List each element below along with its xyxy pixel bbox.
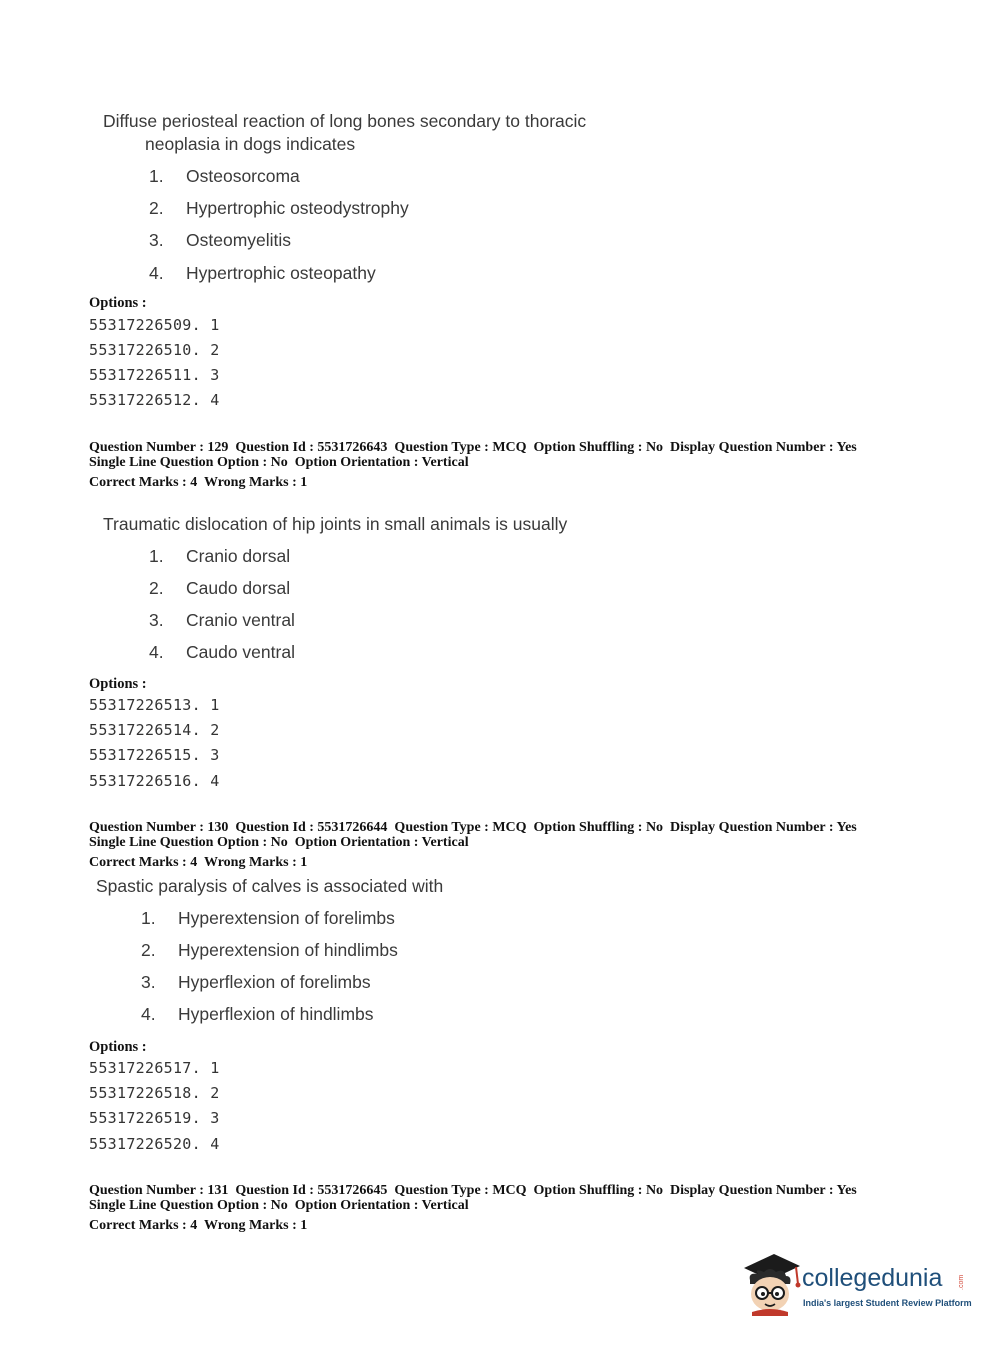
question-131-marks: Correct Marks : 4 Wrong Marks : 1 bbox=[89, 1218, 308, 1233]
choice-text: Hyperflexion of hindlimbs bbox=[178, 1004, 374, 1024]
question-129-text: Traumatic dislocation of hip joints in small animals is usually bbox=[103, 514, 568, 534]
question-131-meta-line1: Question Number : 131 Question Id : 5531726645 Question Type : MCQ Option Shuffling : No Display Question Number : Yes bbox=[89, 1183, 857, 1198]
choice-text: Hyperflexion of forelimbs bbox=[178, 972, 371, 992]
collegedunia-logo bbox=[740, 1250, 970, 1320]
option-id: 55317226514. 2 bbox=[89, 721, 220, 739]
choice-text: Osteomyelitis bbox=[186, 230, 292, 250]
choice-text: Caudo dorsal bbox=[186, 578, 291, 598]
choice-number: 3. bbox=[141, 972, 156, 992]
question-129-meta-line2: Single Line Question Option : No Option Orientation : Vertical bbox=[89, 455, 469, 470]
question-130-meta-line2: Single Line Question Option : No Option Orientation : Vertical bbox=[89, 835, 469, 850]
choice-text: Caudo ventral bbox=[186, 642, 295, 662]
choice-text: Hypertrophic osteodystrophy bbox=[186, 198, 409, 218]
choice-number: 1. bbox=[141, 908, 156, 928]
question-130-text: Spastic paralysis of calves is associated with bbox=[96, 876, 444, 896]
options-label: Options : bbox=[89, 295, 147, 311]
choice-number: 3. bbox=[149, 230, 164, 250]
choice-number: 2. bbox=[149, 578, 164, 598]
choice-number: 3. bbox=[149, 610, 164, 630]
question-129-meta-line1: Question Number : 129 Question Id : 5531726643 Question Type : MCQ Option Shuffling : No Display Question Number : Yes bbox=[89, 440, 857, 455]
choice-number: 2. bbox=[141, 940, 156, 960]
question-128-text-line2: neoplasia in dogs indicates bbox=[145, 134, 356, 154]
choice-text: Hyperextension of forelimbs bbox=[178, 908, 395, 928]
choice-number: 1. bbox=[149, 166, 164, 186]
question-131-meta-line2: Single Line Question Option : No Option Orientation : Vertical bbox=[89, 1198, 469, 1213]
question-128-text-line1: Diffuse periosteal reaction of long bones secondary to thoracic bbox=[103, 111, 587, 131]
choice-text: Hypertrophic osteopathy bbox=[186, 263, 376, 283]
choice-number: 4. bbox=[149, 642, 164, 662]
option-id: 55317226517. 1 bbox=[89, 1059, 220, 1077]
option-id: 55317226520. 4 bbox=[89, 1135, 220, 1153]
option-id: 55317226513. 1 bbox=[89, 696, 220, 714]
question-130-marks: Correct Marks : 4 Wrong Marks : 1 bbox=[89, 855, 308, 870]
choice-number: 4. bbox=[149, 263, 164, 283]
choice-text: Cranio dorsal bbox=[186, 546, 291, 566]
question-129-marks: Correct Marks : 4 Wrong Marks : 1 bbox=[89, 475, 308, 490]
mascot-icon bbox=[740, 1250, 802, 1316]
option-id: 55317226511. 3 bbox=[89, 366, 220, 384]
choice-text: Cranio ventral bbox=[186, 610, 295, 630]
option-id: 55317226512. 4 bbox=[89, 391, 220, 409]
choice-number: 1. bbox=[149, 546, 164, 566]
option-id: 55317226516. 4 bbox=[89, 772, 220, 790]
options-label: Options : bbox=[89, 1039, 147, 1055]
logo-wordmark: collegedunia bbox=[802, 1264, 943, 1292]
choice-number: 4. bbox=[141, 1004, 156, 1024]
question-130-meta-line1: Question Number : 130 Question Id : 5531726644 Question Type : MCQ Option Shuffling : No Display Question Number : Yes bbox=[89, 820, 857, 835]
choice-text: Hyperextension of hindlimbs bbox=[178, 940, 398, 960]
option-id: 55317226515. 3 bbox=[89, 746, 220, 764]
logo-tagline: India's largest Student Review Platform bbox=[803, 1298, 972, 1308]
choice-text: Osteosorcoma bbox=[186, 166, 300, 186]
option-id: 55317226509. 1 bbox=[89, 316, 220, 334]
choice-number: 2. bbox=[149, 198, 164, 218]
logo-domain-suffix: .com bbox=[958, 1274, 965, 1290]
option-id: 55317226519. 3 bbox=[89, 1109, 220, 1127]
option-id: 55317226518. 2 bbox=[89, 1084, 220, 1102]
options-label: Options : bbox=[89, 676, 147, 692]
option-id: 55317226510. 2 bbox=[89, 341, 220, 359]
